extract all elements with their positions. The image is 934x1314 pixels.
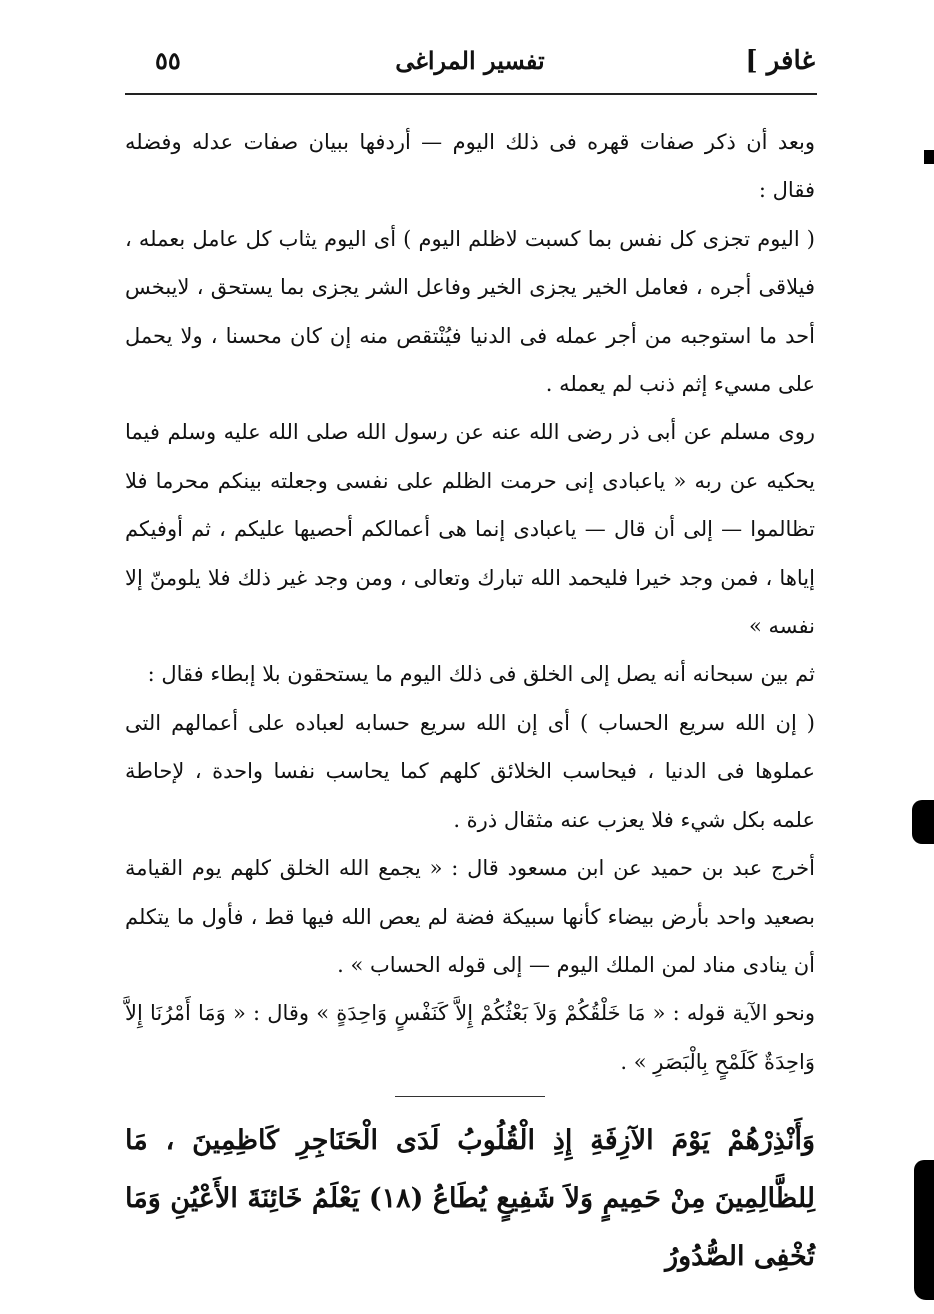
book-title: تفسير المراغى	[395, 46, 545, 75]
paragraph: ونحو الآية قوله : « مَا خَلْقُكُمْ وَلاَ بَعْثُكُمْ إِلاَّ كَنَفْسٍ وَاحِدَةٍ » وقال : « وَمَا أَمْرُنَا إِلاَّ وَاحِدَةٌ كَلَمْحٍ بِالْبَصَرِ » .	[125, 1001, 815, 1074]
paragraph: روى مسلم عن أبى ذر رضى الله عنه عن رسول الله صلى الله عليه وسلم فيما يحكيه عن ربه « ياعبادى إنى حرمت الظلم على نفسى وجعلته بينكم محرما فلا تظالموا — إلى أن قال — ياعبادى إنما هى أعمالكم أحصيها عليكم ، ثم أوفيكم إياها ، فمن وجد خيرا فليحمد الله تبارك وتعالى ، ومن وجد غير ذلك فلا يلومنّ إلا نفسه »	[125, 420, 815, 639]
paragraph: وبعد أن ذكر صفات قهره فى ذلك اليوم — أردفها ببيان صفات عدله وفضله فقال :	[125, 130, 815, 203]
section-divider	[395, 1096, 545, 1097]
scan-mark	[924, 150, 934, 164]
quran-verse	[125, 1112, 815, 1286]
commentary-text	[125, 118, 815, 1086]
paragraph: ثم بين سبحانه أنه يصل إلى الخلق فى ذلك اليوم ما يستحقون بلا إبطاء فقال :	[147, 662, 815, 687]
paragraph: ( إن الله سريع الحساب ) أى إن الله سريع حسابه لعباده على أعمالهم التى عملوها فى الدنيا ، فيحاسب الخلائق كلهم كما يحاسب نفسا واحدة ، لإحاطة علمه بكل شيء فلا يعزب عنه مثقال ذرة .	[125, 710, 815, 832]
paragraph: ( اليوم تجزى كل نفس بما كسبت لاظلم اليوم ) أى اليوم يثاب كل عامل بعمله ، فيلاقى أجره ، فعامل الخير يجزى الخير وفاعل الشر يجزى بما يستحق ، لايبخس أحد ما استوجبه من أجر عمله فى الدنيا فيُنْتقص منه إن كان محسنا ، ولا يحمل على مسيء إثم ذنب لم يعمله .	[125, 226, 815, 397]
verse-text: وَأَنْذِرْهُمْ يَوْمَ الآزِفَةِ إِذِ الْقُلُوبُ لَدَى الْحَنَاجِرِ كَاظِمِينَ ، مَا لِلظَّالِمِينَ مِنْ حَمِيمٍ وَلاَ شَفِيعٍ يُطَاعُ (١٨) يَعْلَمُ خَائِنَةَ الأَعْيُنِ وَمَا تُخْفِى الصُّدُورُ	[125, 1125, 815, 1272]
paragraph: أخرج عبد بن حميد عن ابن مسعود قال : « يجمع الله الخلق كلهم يوم القيامة بصعيد واحد بأرض بيضاء كأنها سبيكة فضة لم يعص الله فيها قط ، فأول ما يتكلم أن ينادى مناد لمن الملك اليوم — إلى قوله الحساب » .	[125, 856, 816, 977]
surah-name: غافر ]	[745, 46, 815, 76]
scan-mark	[912, 800, 934, 844]
page-header	[125, 40, 815, 90]
scan-mark	[914, 1160, 934, 1300]
page-number: ٥٥	[155, 46, 181, 75]
header-rule	[125, 93, 817, 95]
